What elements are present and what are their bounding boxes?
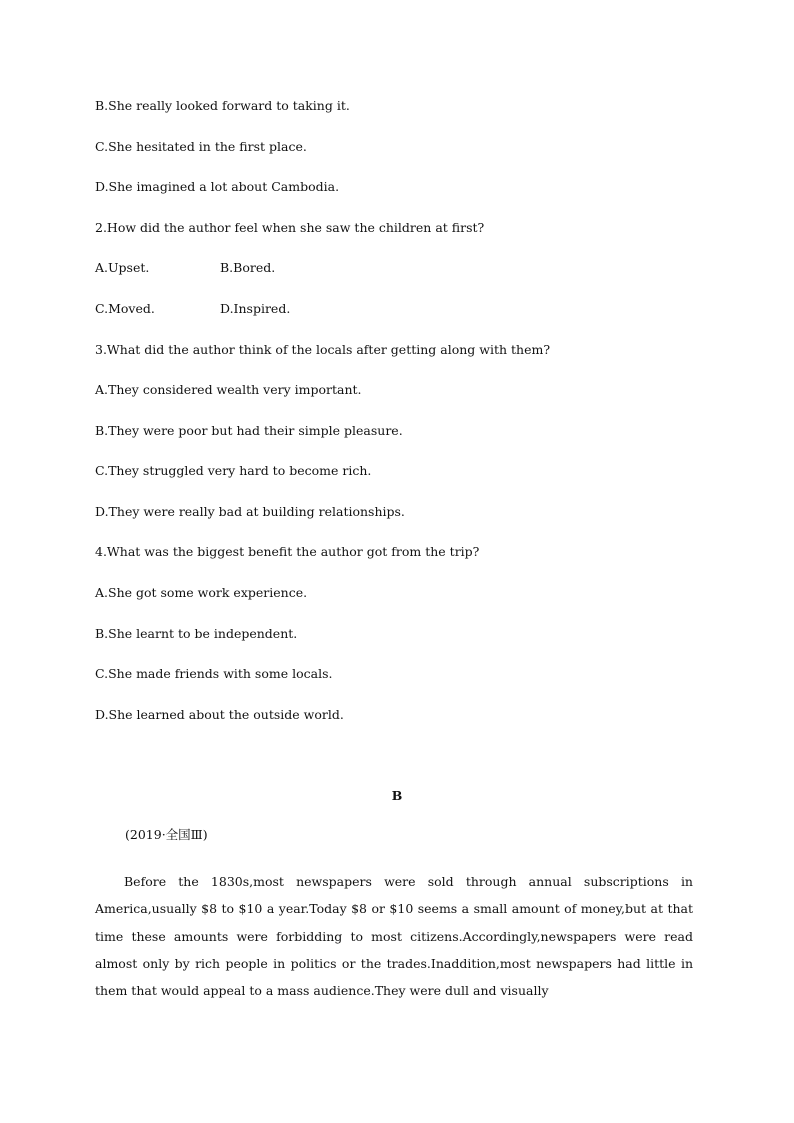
q3-option-b: B.They were poor but had their simple pleasure. xyxy=(95,423,403,438)
section-b-label: B xyxy=(391,788,403,803)
q1-option-d: D.She imagined a lot about Cambodia. xyxy=(95,179,340,194)
q3-option-d: D.They were really bad at building relationships. xyxy=(95,504,405,519)
q2-option-a: A.Upset. xyxy=(95,260,150,275)
q1-option-c: C.She hesitated in the first place. xyxy=(95,139,307,154)
q2-options-row-2 xyxy=(95,301,291,317)
q4-option-b: B.She learnt to be independent. xyxy=(95,626,298,641)
source-citation: (2019·全国Ⅲ) xyxy=(125,827,208,842)
q3-option-c: C.They struggled very hard to become rich. xyxy=(95,463,372,478)
q4-option-d: D.She learned about the outside world. xyxy=(95,707,344,722)
q2-option-d: D.Inspired. xyxy=(220,301,291,316)
q3-option-a: A.They considered wealth very important. xyxy=(95,382,362,397)
q2-options-row-1 xyxy=(95,260,276,276)
q2-option-b: B.Bored. xyxy=(220,260,276,275)
q4-stem: 4.What was the biggest benefit the author got from the trip? xyxy=(95,544,480,559)
q3-stem: 3.What did the author think of the locals after getting along with them? xyxy=(95,342,551,357)
q2-stem: 2.How did the author feel when she saw the children at first? xyxy=(95,220,485,235)
q2-option-c: C.Moved. xyxy=(95,301,155,316)
passage-text: Before the 1830s,most newspapers were sold through annual subscriptions in America,usually $8 to $10 a year.Today $8 or $10 seems a small amount of money,but at that time these amounts were forbidding to most citizens.Accordingly,newspapers were read almost only by rich people in politics or the trades.Inaddition,most newspapers had little in them that would appeal to a mass audience.They were dull and visually xyxy=(95,874,693,999)
q4-option-a: A.She got some work experience. xyxy=(95,585,308,600)
q4-option-c: C.She made friends with some locals. xyxy=(95,666,333,681)
q1-option-b: B.She really looked forward to taking it. xyxy=(95,98,350,113)
